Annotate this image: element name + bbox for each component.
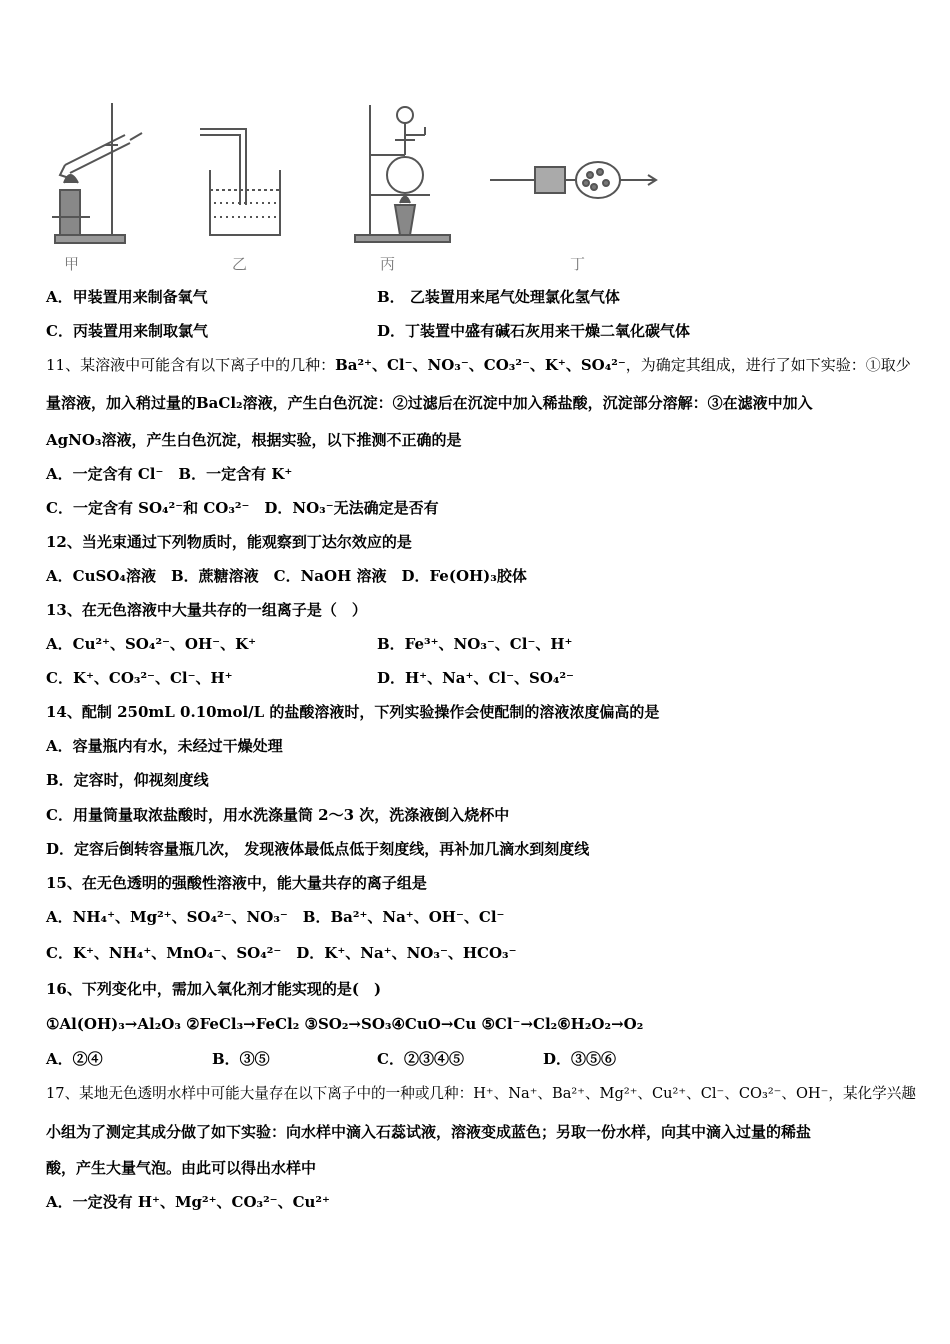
q11-options-cd: C．一定含有 SO₄²⁻和 CO₃²⁻ D．NO₃⁻无法确定是否有 <box>46 499 439 517</box>
q13-stem: 13、在无色溶液中大量共存的一组离子是（ ） <box>46 601 367 619</box>
q14-option-b: B．定容时，仰视刻度线 <box>46 771 209 789</box>
q16-option-a: A．②④ <box>46 1050 103 1068</box>
q11-ions: Ba²⁺、Cl⁻、NO₃⁻、CO₃²⁻、K⁺、SO₄²⁻ <box>335 356 626 374</box>
q11-intro-cont: ，为确定其组成，进行了如下实验：①取少 <box>625 356 911 374</box>
q14-option-a: A．容量瓶内有水，未经过干燥处理 <box>46 737 283 755</box>
q16-stem: 16、下列变化中，需加入氧化剂才能实现的是( ) <box>46 980 382 998</box>
q17-option-a: A．一定没有 H⁺、Mg²⁺、CO₃²⁻、Cu²⁺ <box>46 1193 330 1211</box>
caption-yi: 乙 <box>232 255 248 273</box>
q11-stem-line3: AgNO₃溶液，产生白色沉淀，根据实验，以下推测不正确的是 <box>46 431 462 449</box>
q11-options-ab: A．一定含有 Cl⁻ B．一定含有 K⁺ <box>46 465 293 483</box>
q17-stem-line1: 17、某地无色透明水样中可能大量存在以下离子中的一种或几种：H⁺、Na⁺、Ba²⁺、Mg²⁺、Cu²⁺、Cl⁻、CO₃²⁻、OH⁻，某化学兴趣 <box>46 1085 916 1102</box>
q14-option-d: D．定容后倒转容量瓶几次， 发现液体最低点低于刻度线，再补加几滴水到刻度线 <box>46 840 590 858</box>
q10-option-d: D．丁装置中盛有碱石灰用来干燥二氧化碳气体 <box>377 322 691 340</box>
apparatus-ding-drawing <box>490 95 670 250</box>
q10-option-c: C．丙装置用来制取氯气 <box>46 322 208 340</box>
q13-option-c: C．K⁺、CO₃²⁻、Cl⁻、H⁺ <box>46 669 233 687</box>
q16-items: ①Al(OH)₃→Al₂O₃ ②FeCl₃→FeCl₂ ③SO₂→SO₃④CuO→Cu ⑤Cl⁻→Cl₂⑥H₂O₂→O₂ <box>46 1015 644 1033</box>
q15-options-cd: C．K⁺、NH₄⁺、MnO₄⁻、SO₄²⁻ D．K⁺、Na⁺、NO₃⁻、HCO₃⁻ <box>46 944 517 962</box>
apparatus-bing-drawing <box>350 95 460 250</box>
q11-stem-line2: 量溶液，加入稍过量的BaCl₂溶液，产生白色沉淀：②过滤后在沉淀中加入稀盐酸，沉淀部分溶解：③在滤液中加入 <box>46 394 813 412</box>
apparatus-figure <box>40 95 680 275</box>
apparatus-jia-drawing <box>50 95 160 250</box>
caption-bing: 丙 <box>380 255 396 273</box>
q12-options: A．CuSO₄溶液 B．蔗糖溶液 C．NaOH 溶液 D．Fe(OH)₃胶体 <box>46 567 527 585</box>
q16-option-c: C．②③④⑤ <box>377 1050 464 1068</box>
q17-stem-line2: 小组为了测定其成分做了如下实验：向水样中滴入石蕊试液，溶液变成蓝色；另取一份水样，向其中滴入过量的稀盐 <box>46 1123 812 1141</box>
caption-ding: 丁 <box>570 255 586 273</box>
q17-stem-line3: 酸，产生大量气泡。由此可以得出水样中 <box>46 1159 317 1177</box>
q15-stem: 15、在无色透明的强酸性溶液中，能大量共存的离子组是 <box>46 874 427 892</box>
q10-option-b: B． 乙装置用来尾气处理氯化氢气体 <box>377 288 620 306</box>
q13-option-d: D．H⁺、Na⁺、Cl⁻、SO₄²⁻ <box>377 669 574 687</box>
q10-option-a: A．甲装置用来制备氧气 <box>46 288 208 306</box>
q13-option-a: A．Cu²⁺、SO₄²⁻、OH⁻、K⁺ <box>46 635 257 653</box>
q16-option-b: B．③⑤ <box>212 1050 270 1068</box>
q16-option-d: D．③⑤⑥ <box>543 1050 617 1068</box>
q14-stem: 14、配制 250mL 0.10mol/L 的盐酸溶液时，下列实验操作会使配制的溶液浓度偏高的是 <box>46 703 660 721</box>
q11-stem-line1 <box>46 355 911 375</box>
q13-option-b: B．Fe³⁺、NO₃⁻、Cl⁻、H⁺ <box>377 635 573 653</box>
apparatus-yi-drawing <box>200 95 310 250</box>
q11-intro: 11、某溶液中可能含有以下离子中的几种： <box>46 356 336 374</box>
caption-jia: 甲 <box>64 255 80 273</box>
q15-options-ab: A．NH₄⁺、Mg²⁺、SO₄²⁻、NO₃⁻ B．Ba²⁺、Na⁺、OH⁻、Cl⁻ <box>46 908 505 926</box>
q12-stem: 12、当光束通过下列物质时，能观察到丁达尔效应的是 <box>46 533 412 551</box>
q14-option-c: C．用量筒量取浓盐酸时，用水洗涤量筒 2～3 次，洗涤液倒入烧杯中 <box>46 806 510 824</box>
